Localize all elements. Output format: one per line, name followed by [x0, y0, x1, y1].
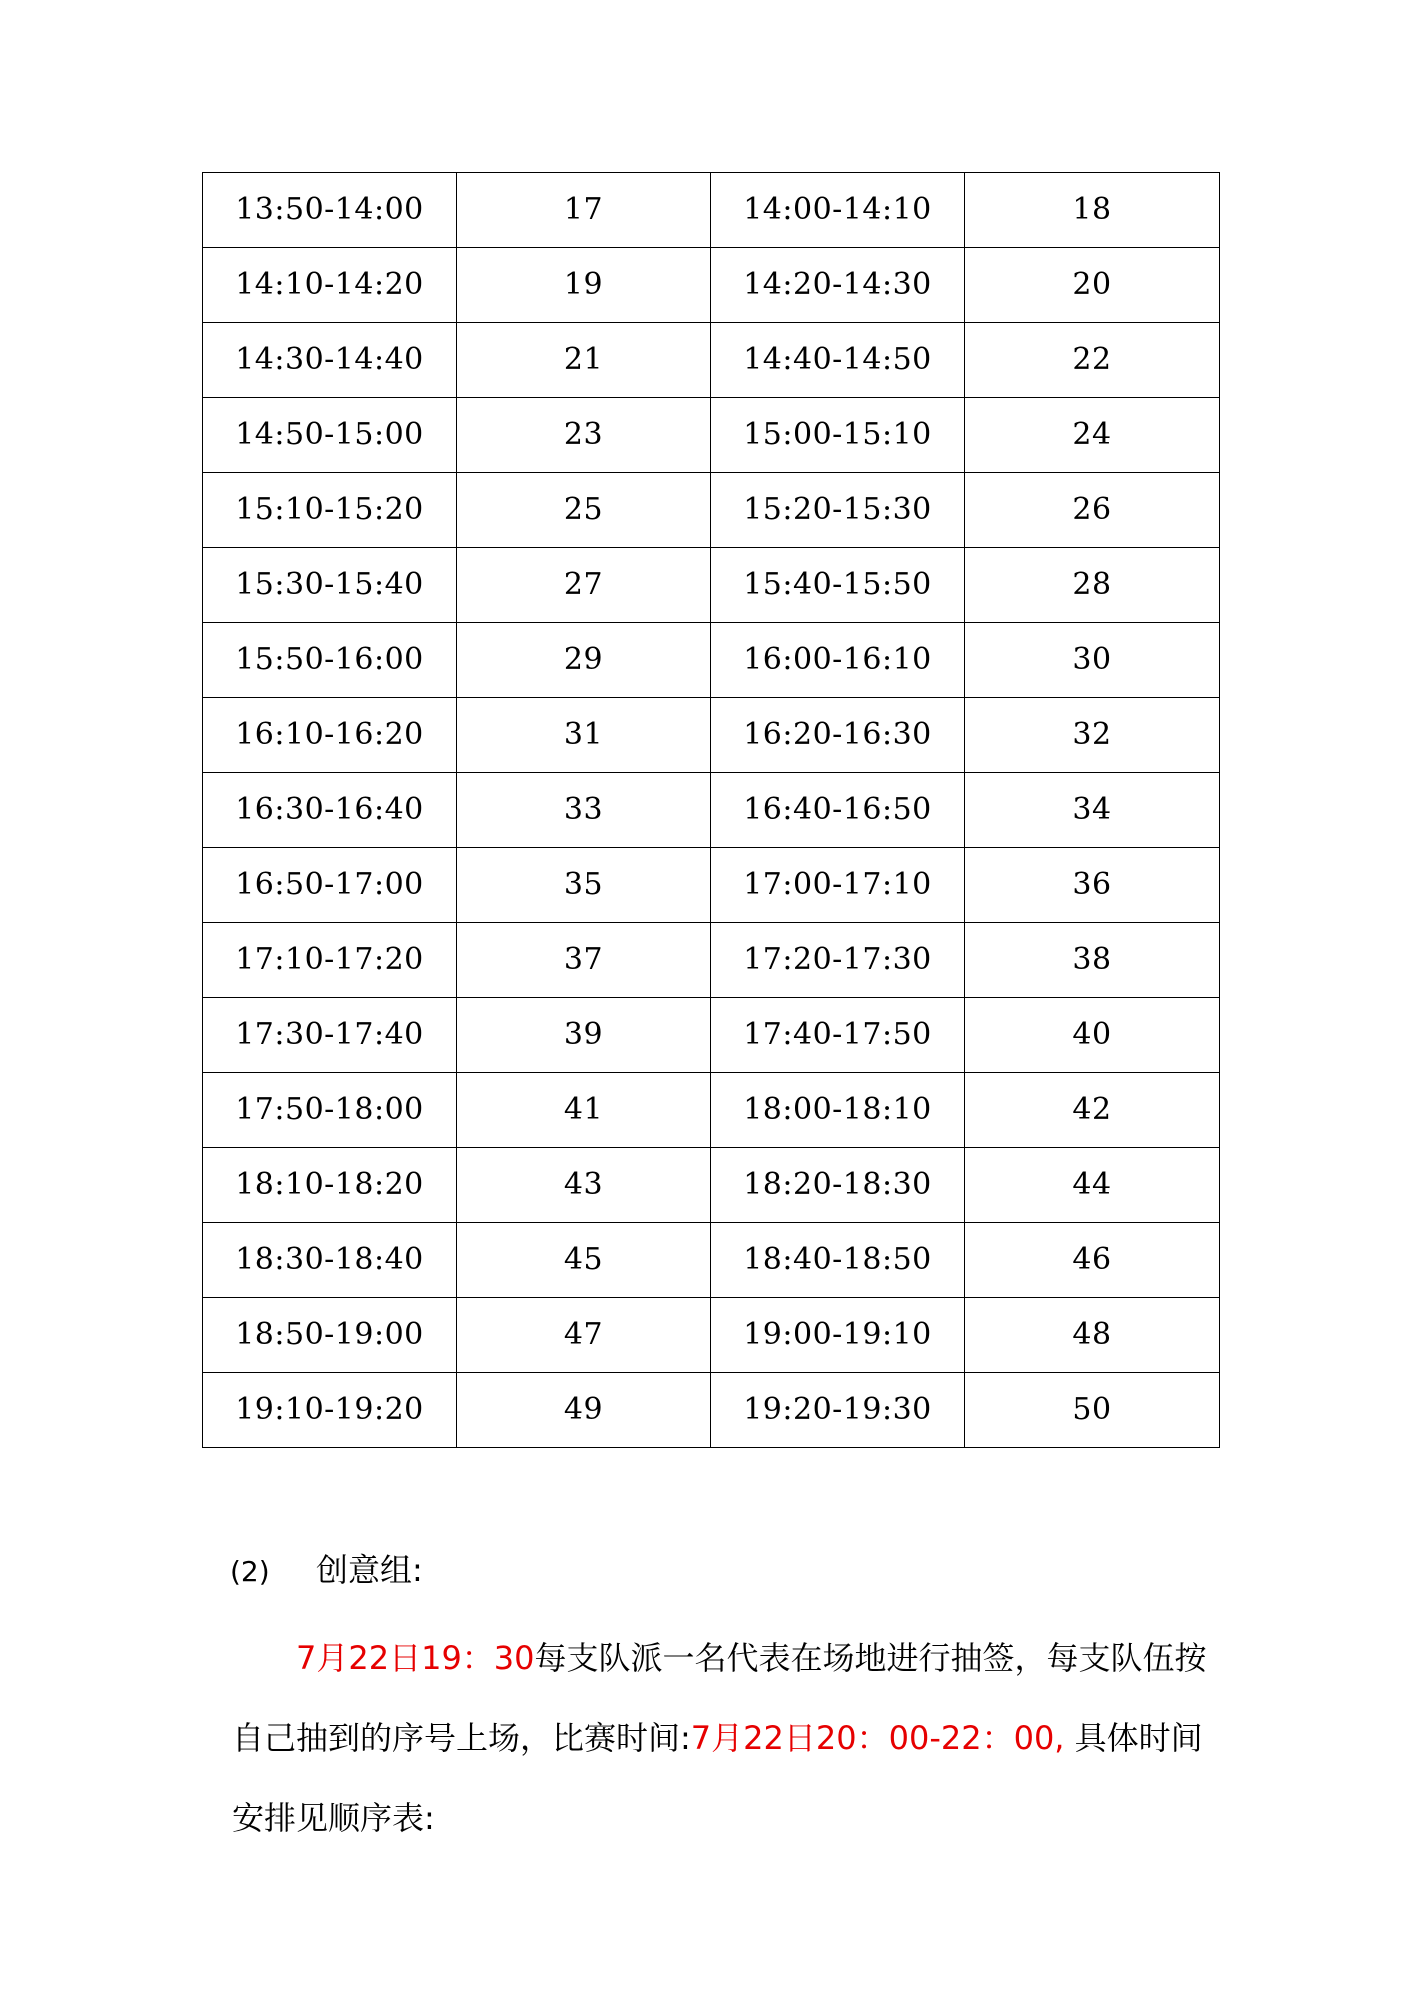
table-row: [203, 173, 1220, 248]
order-number-b-cell: 42: [965, 1073, 1220, 1148]
order-number-a-cell: 49: [457, 1373, 711, 1448]
order-number-a-cell: 37: [457, 923, 711, 998]
order-number-b-cell: 30: [965, 623, 1220, 698]
order-number-a-cell: 33: [457, 773, 711, 848]
order-number-b-cell: 48: [965, 1298, 1220, 1373]
table-row: [203, 773, 1220, 848]
table-row: [203, 848, 1220, 923]
order-number-b-cell: 26: [965, 473, 1220, 548]
time-slot-b-cell: 15:20-15:30: [711, 473, 965, 548]
order-number-a-cell: 45: [457, 1223, 711, 1298]
time-slot-a-cell: 15:30-15:40: [203, 548, 457, 623]
order-number-a-cell: 35: [457, 848, 711, 923]
time-slot-b-cell: 16:00-16:10: [711, 623, 965, 698]
order-number-b-cell: 22: [965, 323, 1220, 398]
time-slot-b-cell: 17:20-17:30: [711, 923, 965, 998]
time-slot-a-cell: 14:30-14:40: [203, 323, 457, 398]
paragraph-line-2-text: 自己抽到的序号上场，比赛时间:: [232, 1719, 691, 1757]
order-number-a-cell: 23: [457, 398, 711, 473]
table-row: [203, 1298, 1220, 1373]
draw-time-highlight: 7月22日19：30: [296, 1639, 535, 1677]
time-slot-b-cell: 16:40-16:50: [711, 773, 965, 848]
table-row: [203, 398, 1220, 473]
order-number-b-cell: 50: [965, 1373, 1220, 1448]
table-row: [203, 698, 1220, 773]
order-number-b-cell: 32: [965, 698, 1220, 773]
time-slot-a-cell: 16:10-16:20: [203, 698, 457, 773]
table-row: [203, 1073, 1220, 1148]
time-slot-b-cell: 16:20-16:30: [711, 698, 965, 773]
competition-time-highlight: 7月22日20：00-22：00,: [690, 1719, 1065, 1757]
table-row: [203, 248, 1220, 323]
section-number: (2): [230, 1555, 270, 1588]
order-number-b-cell: 36: [965, 848, 1220, 923]
time-slot-a-cell: 19:10-19:20: [203, 1373, 457, 1448]
time-slot-a-cell: 18:10-18:20: [203, 1148, 457, 1223]
order-number-b-cell: 20: [965, 248, 1220, 323]
time-slot-a-cell: 16:50-17:00: [203, 848, 457, 923]
table-row: [203, 1223, 1220, 1298]
time-slot-a-cell: 13:50-14:00: [203, 173, 457, 248]
order-number-b-cell: 44: [965, 1148, 1220, 1223]
schedule-table: [202, 172, 1220, 1448]
table-row: [203, 1373, 1220, 1448]
time-slot-a-cell: 15:50-16:00: [203, 623, 457, 698]
order-number-a-cell: 17: [457, 173, 711, 248]
time-slot-b-cell: 17:00-17:10: [711, 848, 965, 923]
table-row: [203, 623, 1220, 698]
order-number-b-cell: 46: [965, 1223, 1220, 1298]
table-row: [203, 548, 1220, 623]
time-slot-b-cell: 14:40-14:50: [711, 323, 965, 398]
time-slot-b-cell: 19:20-19:30: [711, 1373, 965, 1448]
time-slot-b-cell: 14:20-14:30: [711, 248, 965, 323]
time-slot-a-cell: 17:10-17:20: [203, 923, 457, 998]
paragraph-line-1-text: 每支队派一名代表在场地进行抽签，每支队伍按: [534, 1639, 1207, 1677]
paragraph-line-1: [232, 1618, 1222, 1698]
order-number-b-cell: 40: [965, 998, 1220, 1073]
paragraph-line-3: [232, 1778, 1222, 1858]
order-number-a-cell: 25: [457, 473, 711, 548]
table-row: [203, 923, 1220, 998]
time-slot-a-cell: 14:50-15:00: [203, 398, 457, 473]
schedule-table-body: [203, 173, 1220, 1448]
section-heading: [230, 1550, 423, 1592]
time-slot-b-cell: 18:00-18:10: [711, 1073, 965, 1148]
time-slot-a-cell: 17:50-18:00: [203, 1073, 457, 1148]
time-slot-a-cell: 18:50-19:00: [203, 1298, 457, 1373]
time-slot-b-cell: 19:00-19:10: [711, 1298, 965, 1373]
paragraph-line-3-text: 安排见顺序表:: [232, 1799, 435, 1837]
time-slot-a-cell: 15:10-15:20: [203, 473, 457, 548]
order-number-b-cell: 34: [965, 773, 1220, 848]
time-slot-b-cell: 15:40-15:50: [711, 548, 965, 623]
order-number-b-cell: 24: [965, 398, 1220, 473]
order-number-b-cell: 28: [965, 548, 1220, 623]
time-slot-b-cell: 15:00-15:10: [711, 398, 965, 473]
time-slot-b-cell: 14:00-14:10: [711, 173, 965, 248]
paragraph-line-2: [232, 1698, 1222, 1778]
time-slot-a-cell: 18:30-18:40: [203, 1223, 457, 1298]
order-number-a-cell: 39: [457, 998, 711, 1073]
order-number-b-cell: 38: [965, 923, 1220, 998]
order-number-a-cell: 43: [457, 1148, 711, 1223]
order-number-a-cell: 19: [457, 248, 711, 323]
time-slot-b-cell: 17:40-17:50: [711, 998, 965, 1073]
time-slot-a-cell: 17:30-17:40: [203, 998, 457, 1073]
time-slot-a-cell: 14:10-14:20: [203, 248, 457, 323]
order-number-a-cell: 31: [457, 698, 711, 773]
order-number-a-cell: 29: [457, 623, 711, 698]
order-number-b-cell: 18: [965, 173, 1220, 248]
table-row: [203, 323, 1220, 398]
time-slot-b-cell: 18:20-18:30: [711, 1148, 965, 1223]
table-row: [203, 473, 1220, 548]
order-number-a-cell: 27: [457, 548, 711, 623]
order-number-a-cell: 41: [457, 1073, 711, 1148]
time-slot-a-cell: 16:30-16:40: [203, 773, 457, 848]
section-title: 创意组:: [316, 1551, 423, 1589]
order-number-a-cell: 47: [457, 1298, 711, 1373]
paragraph-line-2-tail: 具体时间: [1064, 1719, 1203, 1757]
instruction-paragraph: [232, 1618, 1222, 1858]
table-row: [203, 998, 1220, 1073]
table-row: [203, 1148, 1220, 1223]
order-number-a-cell: 21: [457, 323, 711, 398]
time-slot-b-cell: 18:40-18:50: [711, 1223, 965, 1298]
